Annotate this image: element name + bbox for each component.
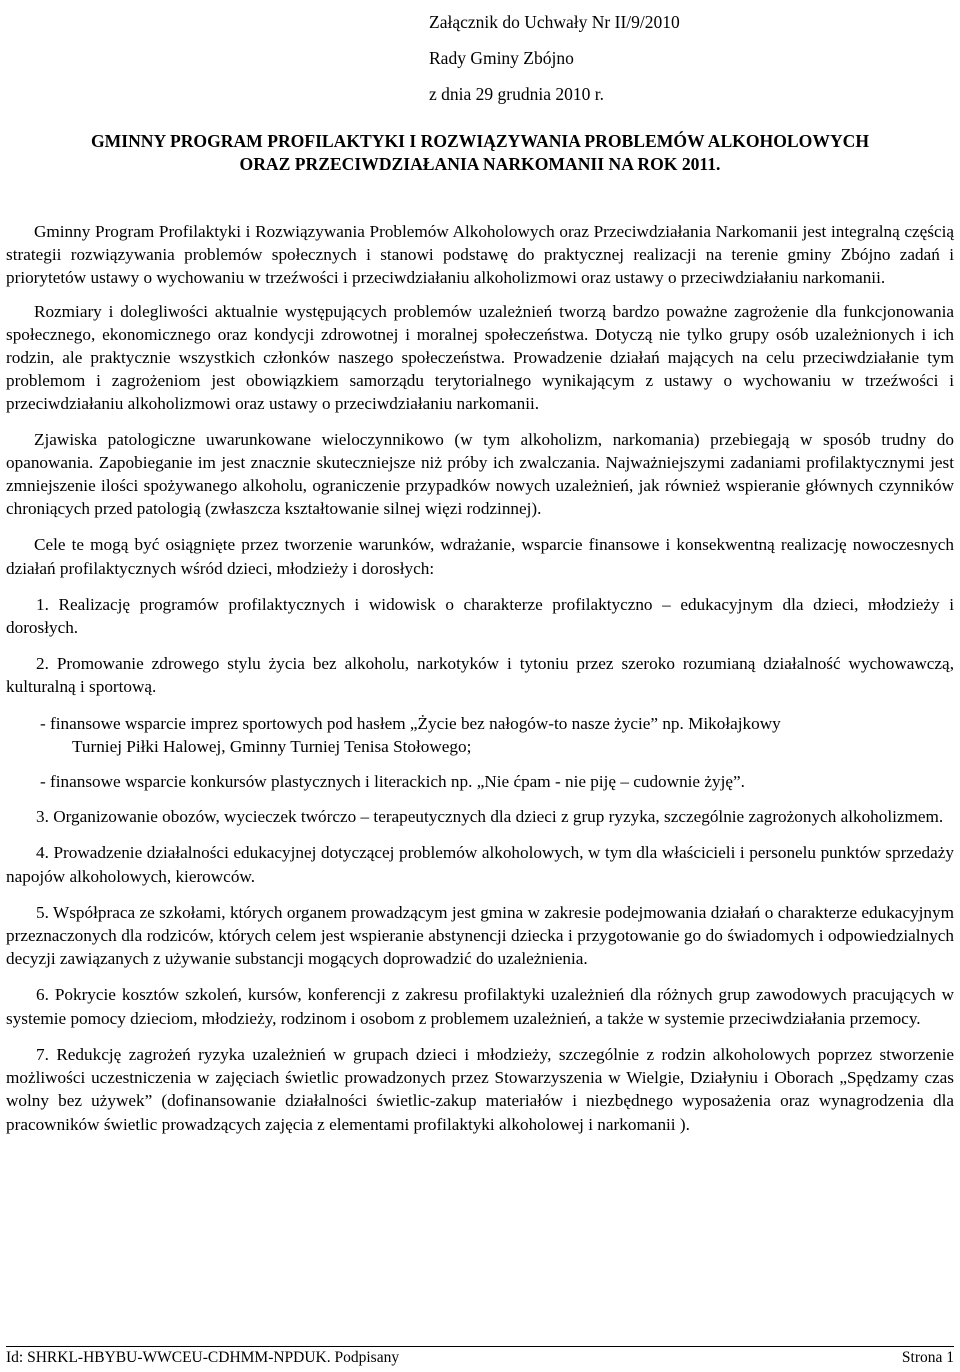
document-title (6, 130, 954, 176)
list-item-4: 4. Prowadzenie działalności edukacyjnej dotyczącej problemów alkoholowych, w tym dla właścicieli i personelu punktów sprzedaży napojów alkoholowych, kierowców. (6, 843, 954, 886)
title-line-1: GMINNY PROGRAM PROFILAKTYKI I ROZWIĄZYWANIA PROBLEMÓW ALKOHOLOWYCH (90, 131, 870, 151)
paragraph-intro: Gminny Program Profilaktyki i Rozwiązywania Problemów Alkoholowych oraz Przeciwdziałania Narkomanii jest integralną częścią strategii rozwiązywania problemów społecznych i stanowi podstawę do praktycznej realizacji na terenie gminy Zbójno zadań i priorytetów ustawy o wychowaniu w trzeźwości i przeciwdziałaniu alkoholizmowi oraz ustawy o przeciwdziałaniu narkomanii. (6, 222, 954, 288)
list-item-2-dash-1b: Turniej Piłki Halowej, Gminny Turniej Tenisa Stołowego; (72, 736, 472, 756)
footer-divider (6, 1346, 954, 1347)
list-item-1: 1. Realizację programów profilaktycznych i widowisk o charakterze profilaktyczno – edukacyjnym dla dzieci, młodzieży i dorosłych. (6, 594, 954, 638)
list-item-3: 3. Organizowanie obozów, wycieczek twórczo – terapeutycznych dla dzieci z grup ryzyka, szczególnie zagrożonych alkoholizmem. (36, 807, 944, 827)
list-item-6: 6. Pokrycie kosztów szkoleń, kursów, konferencji z zakresu profilaktyki uzależnień dla różnych grup zawodowych pracujących w systemie pomocy dzieciom, młodzieży, rodzinom i osobom z problemem uzależnień, a także w systemie przeciwdziałania przemocy. (6, 985, 954, 1028)
list-item-2-dash-1a: - finansowe wsparcie imprez sportowych pod hasłem „Życie bez nałogów-to nasze życie” np. Mikołajkowy (40, 713, 781, 733)
paragraph-phenomena: Zjawiska patologiczne uwarunkowane wieloczynnikowo (w tym alkoholizm, narkomania) przebiegają w sposób trudny do opanowania. Zapobieganie im jest znacznie skuteczniejsze niż próby ich zwalczania. Najważniejszymi zadaniami profilaktycznymi jest zmniejszenie ilości spożywanego alkoholu, ograniczenie przypadków nowych uzależnień, jak również wspieranie głównych czynników chroniących przed patologią (zwłaszcza kształtowanie silnej więzi rodzinnej). (6, 429, 954, 519)
paragraph-problems: Rozmiary i dolegliwości aktualnie występujących problemów uzależnień tworzą bardzo poważne zagrożenie dla funkcjonowania społecznego, ekonomicznego oraz kondycji zdrowotnej i moralnej społeczeństwa. Dotyczą nie tylko grupy osób uzależnionych i ich rodzin, ale praktycznie wszystkich członków naszego społeczeństwa. Prowadzenie działań mających na celu przeciwdziałanie tym problemom i zagrożeniom jest obowiązkiem samorządu terytorialnego wynikającym z ustawy o wychowaniu w trzeźwości i przeciwdziałaniu alkoholizmowi oraz ustawy o przeciwdziałaniu narkomanii. (6, 301, 954, 414)
list-item-5: 5. Współpraca ze szkołami, których organem prowadzącym jest gmina w zakresie podejmowania działań o charakterze edukacyjnym przeznaczonych dla rodziców, których celem jest wspieranie abstynencji dziecka i przygotowanie go do świadomych i odpowiedzialnych decyzji zawiązanych z używanie substancji mogących doprowadzić do uzależnienia. (6, 902, 954, 969)
document-id: Id: SHRKL-HBYBU-WWCEU-CDHMM-NPDUK. Podpisany (6, 1349, 400, 1366)
list-item-2: 2. Promowanie zdrowego stylu życia bez alkoholu, narkotyków i tytoniu przez szeroko rozumianą działalność wychowawczą, kulturalną i sportową. (6, 654, 954, 697)
page-number: Strona 1 (901, 1349, 954, 1366)
paragraph-goals: Cele te mogą być osiągnięte przez tworzenie warunków, wdrażanie, wsparcie finansowe i konsekwentną realizację nowoczesnych działań profilaktycznych wśród dzieci, młodzieży i dorosłych: (6, 535, 954, 578)
attachment-header (429, 4, 680, 112)
header-line-2: Rady Gminy Zbójno (429, 48, 574, 68)
header-line-1: Załącznik do Uchwały Nr II/9/2010 (429, 12, 680, 32)
list-item-7: 7. Redukcję zagrożeń ryzyka uzależnień w grupach dzieci i młodzieży, szczególnie z rodzin alkoholowych poprzez stworzenie możliwości uczestniczenia w zajęciach świetlic prowadzonych przez Stowarzyszenia w Wielgie, Działyniu i Oborach „Spędzamy czas wolny bez używek” (dofinansowanie działalności świetlic-zakup materiałów i niezbędnego wyposażenia oraz wynagrodzenia dla pracowników świetlic prowadzących zajęcia z elementami profilaktyki alkoholowej i narkomanii ). (6, 1044, 954, 1134)
document-body (6, 220, 954, 1136)
page-footer (6, 1349, 954, 1367)
list-item-2-dash-2: - finansowe wsparcie konkursów plastycznych i literackich np. „Nie ćpam - nie piję – cudownie żyję”. (40, 772, 745, 792)
header-line-3: z dnia 29 grudnia 2010 r. (429, 84, 604, 104)
title-line-2: ORAZ PRZECIWDZIAŁANIA NARKOMANII NA ROK 2011. (239, 154, 721, 174)
